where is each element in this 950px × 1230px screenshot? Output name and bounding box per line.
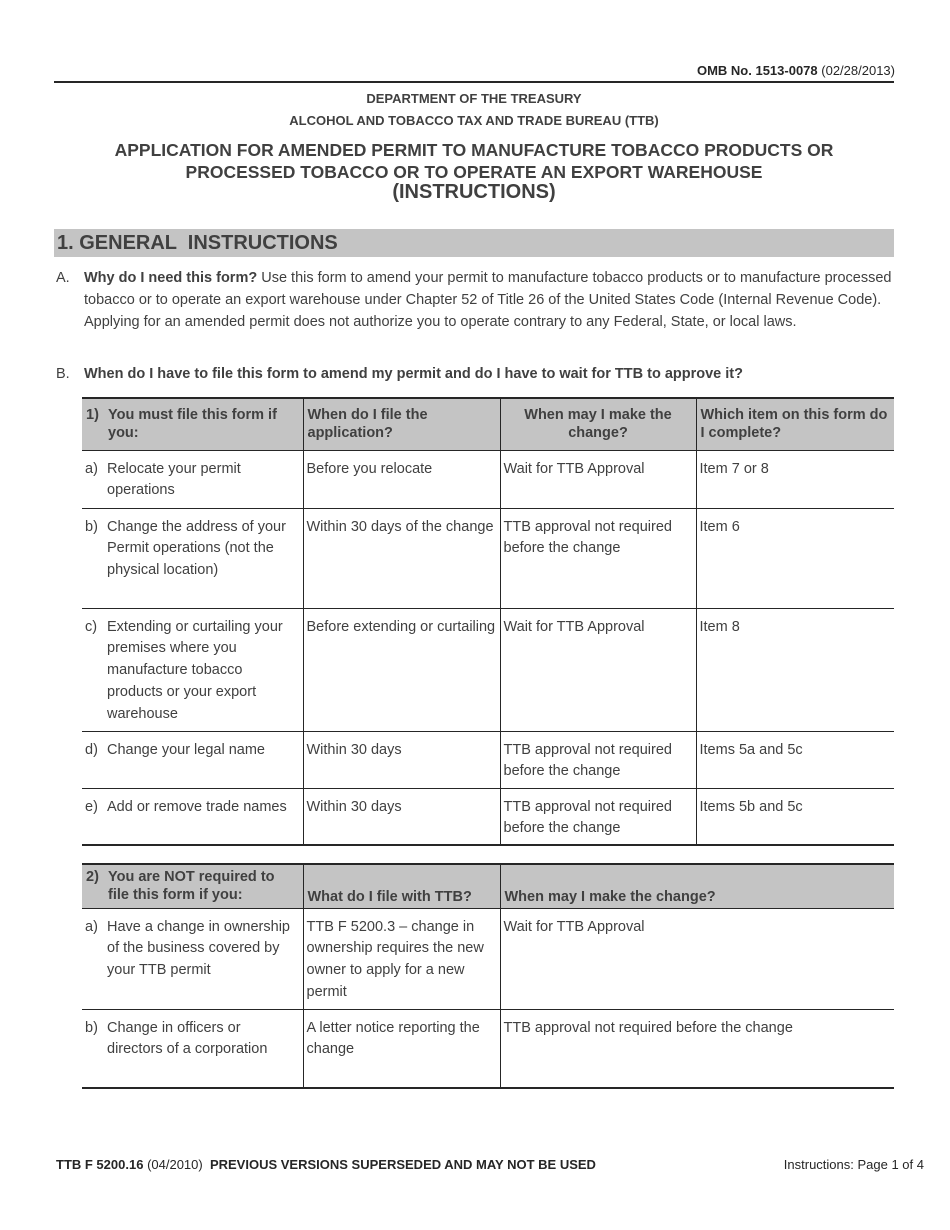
cell-when-file: Within 30 days — [303, 731, 500, 788]
bureau-name: ALCOHOL AND TOBACCO TAX AND TRADE BUREAU (TTB) — [289, 113, 659, 128]
situation-text: Have a change in ownership of the business covered by your TTB permit — [107, 918, 290, 979]
table-not-required-number: 2) — [86, 869, 99, 886]
cell-situation — [82, 450, 303, 508]
form-date: (04/2010) — [147, 1157, 203, 1172]
cell-when-file: Before extending or curtailing — [303, 608, 500, 731]
paragraph-a — [56, 268, 894, 333]
cell-situation — [82, 788, 303, 845]
cell-when-change: Wait for TTB Approval — [500, 908, 894, 1009]
omb-label: OMB No. 1513-0078 — [696, 63, 818, 78]
table-must-file-header-when-file: When do I file the application? — [303, 398, 500, 450]
cell-item: Item 7 or 8 — [696, 450, 894, 508]
row-letter: d) — [85, 741, 98, 758]
form-footer-id — [56, 1157, 596, 1172]
table-row — [82, 608, 894, 731]
table-row — [82, 788, 894, 845]
table-row — [82, 908, 894, 1009]
cell-when-change: TTB approval not required before the change — [500, 1009, 894, 1088]
cell-when-change: TTB approval not required before the change — [500, 788, 696, 845]
cell-when-file: Within 30 days — [303, 788, 500, 845]
table-not-required-header-what-file: What do I file with TTB? — [303, 864, 500, 908]
department-name: DEPARTMENT OF THE TREASURY — [366, 91, 582, 106]
row-letter: e) — [85, 798, 98, 815]
cell-item: Items 5b and 5c — [696, 788, 894, 845]
form-id: TTB F 5200.16 — [56, 1157, 144, 1172]
table-must-file — [82, 397, 894, 846]
table-must-file-header-item: Which item on this form do I complete? — [696, 398, 894, 450]
form-title-instructions: (INSTRUCTIONS) — [392, 181, 556, 203]
table-not-required-col1-label: You are NOT required to file this form if you: — [108, 869, 275, 904]
cell-when-change: Wait for TTB Approval — [500, 608, 696, 731]
cell-when-change: Wait for TTB Approval — [500, 450, 696, 508]
form-title-line-2: PROCESSED TOBACCO OR TO OPERATE AN EXPORT WAREHOUSE — [185, 162, 763, 182]
cell-situation — [82, 908, 303, 1009]
cell-when-change: TTB approval not required before the change — [500, 508, 696, 608]
paragraph-b-question: When do I have to file this form to amend my permit and do I have to wait for TTB to approve it? — [84, 366, 743, 382]
table-must-file-col1-label: You must file this form if you: — [108, 407, 277, 442]
row-letter: b) — [85, 1019, 98, 1036]
situation-text: Change in officers or directors of a corporation — [107, 1019, 268, 1058]
table-row — [82, 731, 894, 788]
cell-item: Item 8 — [696, 608, 894, 731]
cell-situation — [82, 608, 303, 731]
table-row — [82, 450, 894, 508]
cell-what-file: A letter notice reporting the change — [303, 1009, 500, 1088]
cell-when-change: TTB approval not required before the change — [500, 731, 696, 788]
table-row — [82, 1009, 894, 1088]
cell-when-file: Within 30 days of the change — [303, 508, 500, 608]
paragraph-a-question: Why do I need this form? — [84, 270, 258, 286]
row-letter: b) — [85, 518, 98, 535]
paragraph-b — [56, 364, 894, 386]
table-must-file-header-when-change: When may I make the change? — [500, 398, 696, 450]
omb-date: (02/28/2013) — [821, 63, 895, 78]
table-must-file-header-situation — [82, 398, 303, 450]
situation-text: Change your legal name — [107, 741, 265, 758]
paragraph-a-text: Use this form to amend your permit to manufacture tobacco products or to manufacture processed tobacco or to operate an export warehouse under Chapter 52 of Title 26 of the United States Code (Internal Revenue Code). Applying for an amended permit does not authorize you to operate contrary to any Federal, State, or local laws. — [84, 270, 892, 330]
cell-when-file: Before you relocate — [303, 450, 500, 508]
row-letter: a) — [85, 460, 98, 477]
table-not-required-header-row — [82, 864, 894, 908]
page-number: Instructions: Page 1 of 4 — [783, 1157, 924, 1172]
table-not-required-header-when-change: When may I make the change? — [500, 864, 894, 908]
table-not-required-header-situation — [82, 864, 303, 908]
cell-situation — [82, 508, 303, 608]
section-heading-general-instructions: 1. GENERAL INSTRUCTIONS — [54, 229, 894, 257]
table-not-required — [82, 863, 894, 1089]
table-row — [82, 508, 894, 608]
cell-what-file: TTB F 5200.3 – change in ownership requires the new owner to apply for a new permit — [303, 908, 500, 1009]
row-letter: a) — [85, 918, 98, 935]
situation-text: Change the address of your Permit operations (not the physical location) — [107, 518, 286, 579]
situation-text: Add or remove trade names — [107, 798, 287, 815]
supersede-notice: PREVIOUS VERSIONS SUPERSEDED AND MAY NOT BE USED — [209, 1157, 596, 1172]
cell-item: Item 6 — [696, 508, 894, 608]
omb-number — [697, 63, 895, 78]
form-title-line-1: APPLICATION FOR AMENDED PERMIT TO MANUFACTURE TOBACCO PRODUCTS OR — [114, 140, 834, 160]
cell-situation — [82, 1009, 303, 1088]
table-must-file-number: 1) — [86, 407, 99, 424]
row-letter: c) — [85, 618, 98, 635]
cell-item: Items 5a and 5c — [696, 731, 894, 788]
top-rule — [54, 81, 894, 83]
cell-situation — [82, 731, 303, 788]
paragraph-b-letter: B. — [56, 366, 70, 382]
situation-text: Relocate your permit operations — [107, 460, 241, 499]
situation-text: Extending or curtailing your premises where you manufacture tobacco products or your export warehouse — [107, 618, 283, 722]
table-must-file-header-row — [82, 398, 894, 450]
paragraph-a-letter: A. — [56, 270, 70, 286]
